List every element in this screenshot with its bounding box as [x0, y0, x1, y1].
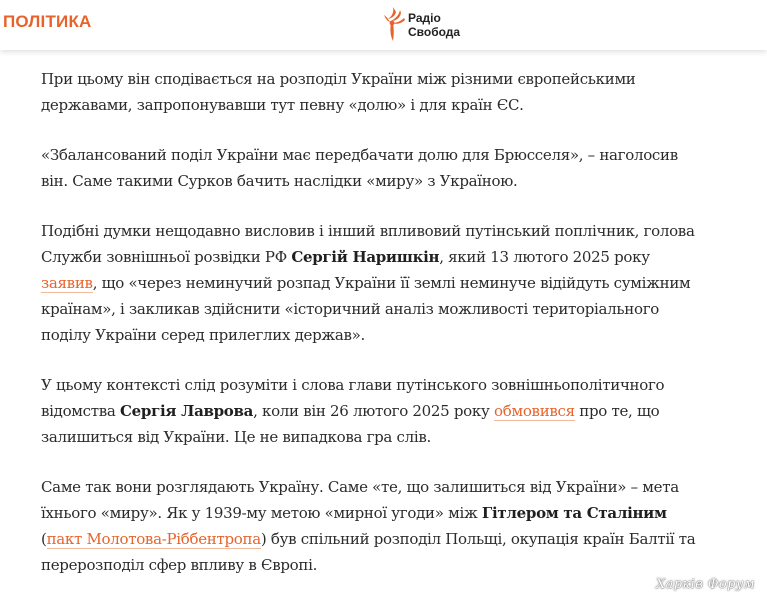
- article-paragraph-4: [41, 372, 701, 450]
- site-logo[interactable]: [381, 4, 471, 44]
- paragraph-text: ) був спільний розподіл Польщі, окупація країн Балтії та перерозподіл сфер впливу в Європі.: [41, 530, 696, 574]
- paragraph-text: При цьому він сподівається на розподіл України між різними європейськими державами, запропонувавши тут певну «долю» і для країн ЄС.: [41, 70, 636, 114]
- logo-line-2: Свобода: [408, 25, 461, 39]
- article-body: [41, 66, 701, 602]
- paragraph-text: , який 13 лютого 2025 року: [439, 248, 650, 266]
- person-names-hitler-stalin: Гітлером та Сталіним: [481, 504, 667, 522]
- radio-svoboda-flame-icon: [381, 4, 407, 44]
- paragraph-text: , що «через неминучий розпад України її землі неминуче відійдуть суміжним країнам», і закликав здійснити «історичний аналіз можливості територіального поділу України серед прилеглих держав».: [41, 274, 691, 344]
- person-name-naryshkin: Сергій Наришкін: [291, 248, 440, 266]
- link-obmovyvsia[interactable]: обмовився: [493, 402, 575, 420]
- section-label-politics[interactable]: ПОЛІТИКА: [3, 12, 92, 31]
- paragraph-text: , коли він 26 лютого 2025 року: [253, 402, 494, 420]
- logo-line-1: Радіо: [408, 11, 441, 25]
- article-paragraph-3: [41, 218, 701, 348]
- paragraph-text: У цьому контексті слід розуміти і слова глави путінського зовнішньополітичного відомства: [41, 376, 665, 420]
- link-molotov-ribbentrop-pact[interactable]: пакт Молотова-Ріббентропа: [46, 530, 261, 548]
- article-paragraph-2: [41, 142, 701, 194]
- paragraph-text: Подібні думки нещодавно висловив і інший впливовий путінський поплічник, голова Служби зовнішньої розвідки РФ: [41, 222, 695, 266]
- logo-wordmark: [408, 11, 460, 39]
- site-header: [0, 0, 767, 50]
- paragraph-text: «Збалансований поділ України має передбачати долю для Брюсселя», – наголосив він. Саме такими Сурков бачить наслідки «миру» з Україною.: [41, 146, 678, 190]
- link-zayavyv[interactable]: заявив: [41, 274, 93, 292]
- article-paragraph-5: [41, 474, 701, 578]
- paragraph-text: (: [41, 530, 47, 548]
- paragraph-text: про те, що залишиться від України. Це не випадкова гра слів.: [41, 402, 660, 446]
- article-paragraph-1: [41, 66, 701, 118]
- watermark: Харків Форум: [655, 577, 755, 592]
- person-name-lavrov: Сергія Лаврова: [120, 402, 254, 420]
- paragraph-text: Саме так вони розглядають Україну. Саме «те, що залишиться від України» – мета їхнього «миру». Як у 1939-му метою «мирної угоди» між: [41, 478, 679, 522]
